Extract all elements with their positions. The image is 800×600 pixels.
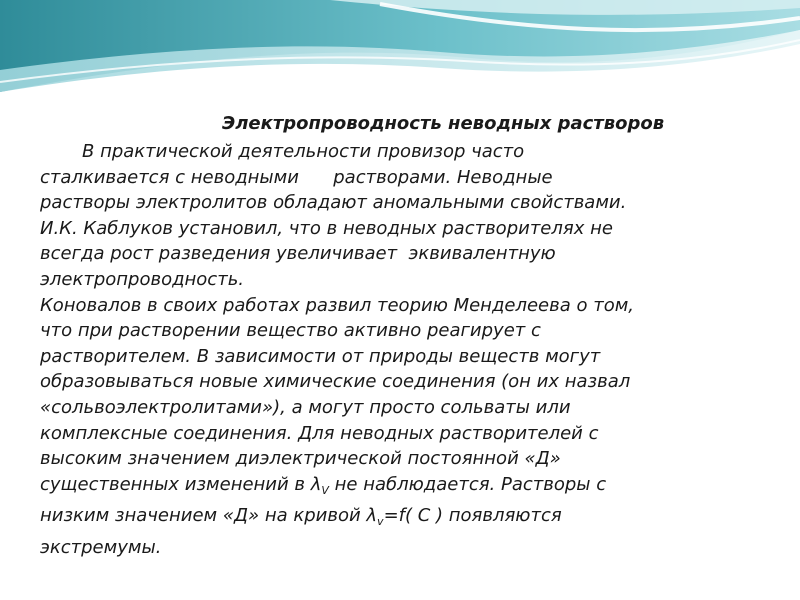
slide-title: Электропроводность неводных растворов: [222, 113, 665, 134]
text-line: всегда рост разведения увеличивает эквивалентную: [40, 243, 556, 265]
paragraph-2: [40, 293, 780, 561]
paragraph-1: [40, 139, 780, 293]
slide-content: [40, 112, 780, 561]
text-line: сталкивается с неводными растворами. Неводные: [40, 166, 553, 188]
text-line: высоким значением диэлектрической постоянной «Д»: [40, 448, 561, 470]
text-line: что при растворении вещество активно реагирует с: [40, 320, 541, 342]
lambda-symbol: λ: [366, 505, 378, 527]
text-segment: =f( C ) появляются: [383, 505, 562, 527]
text-line: Коновалов в своих работах развил теорию Менделеева о том,: [40, 294, 635, 316]
text-line: комплексные соединения. Для неводных растворителей с: [40, 422, 599, 444]
lambda-subscript: V: [321, 483, 329, 497]
text-line: растворы электролитов обладают аномальными свойствами.: [40, 192, 627, 214]
text-line: В практической деятельности провизор часто: [82, 141, 525, 162]
text-line: растворителем. В зависимости от природы веществ могут: [40, 345, 601, 367]
text-line-lambda-v: [40, 472, 780, 504]
text-line: экстремумы.: [40, 536, 162, 558]
text-line: «сольвоэлектролитами»), а могут просто сольваты или: [40, 396, 571, 418]
text-line: И.К. Каблуков установил, что в неводных растворителях не: [40, 217, 613, 239]
decorative-wave-header: [0, 0, 800, 110]
lambda-symbol: λ: [310, 473, 322, 495]
text-segment: не наблюдается. Растворы с: [328, 473, 607, 495]
text-segment: существенных изменений в: [40, 473, 311, 495]
lambda-subscript: v: [377, 515, 384, 529]
text-line: образовываться новые химические соединения (он их назвал: [40, 371, 631, 393]
text-line: электропроводность.: [40, 268, 245, 290]
text-line-formula: [40, 503, 780, 535]
text-segment: низким значением «Д» на кривой: [40, 505, 367, 527]
